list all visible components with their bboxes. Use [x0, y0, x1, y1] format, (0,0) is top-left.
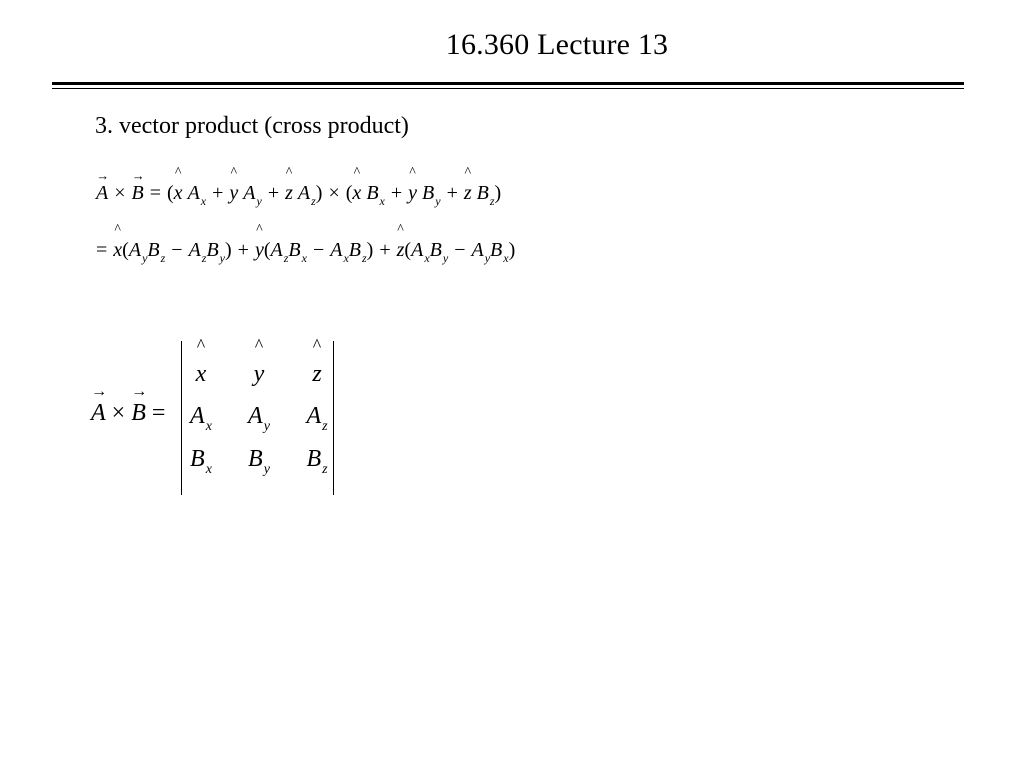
det-cell-y-hat: ^ y — [239, 361, 279, 388]
det-cell-ay: $A_y$ — [248, 403, 270, 434]
title-divider-thick — [52, 82, 964, 85]
det-cell-by: $B_y$ — [248, 446, 270, 477]
cross-product-expansion: → A ×→ B = (^ x $A_x$ +^ y $A_y$ +^ z $A_z$) × (^ x $B_x$ +^ y $B_y$ +^ z $B_z$) — [96, 182, 501, 205]
det-cell-ax: $A_x$ — [190, 403, 212, 434]
det-cell-az: $A_z$ — [306, 403, 328, 434]
section-heading: 3. vector product (cross product) — [95, 113, 409, 139]
title-divider-thin — [52, 88, 964, 89]
det-cell-bz: $B_z$ — [306, 446, 328, 477]
slide-title: 16.360 Lecture 13 — [445, 28, 669, 61]
determinant-lhs: → A ×→ B = — [91, 400, 171, 427]
det-cell-z-hat: ^ z — [297, 361, 337, 388]
cross-product-components: =^ $x(A_yB_z - A_zB_y)$ +^ $y(A_zB_x - A_xB_z)$ +^ $z(A_xB_y - A_yB_x)$ — [96, 239, 515, 262]
det-cell-x-hat: ^ x — [181, 361, 221, 388]
det-cell-bx: $B_x$ — [190, 446, 212, 477]
